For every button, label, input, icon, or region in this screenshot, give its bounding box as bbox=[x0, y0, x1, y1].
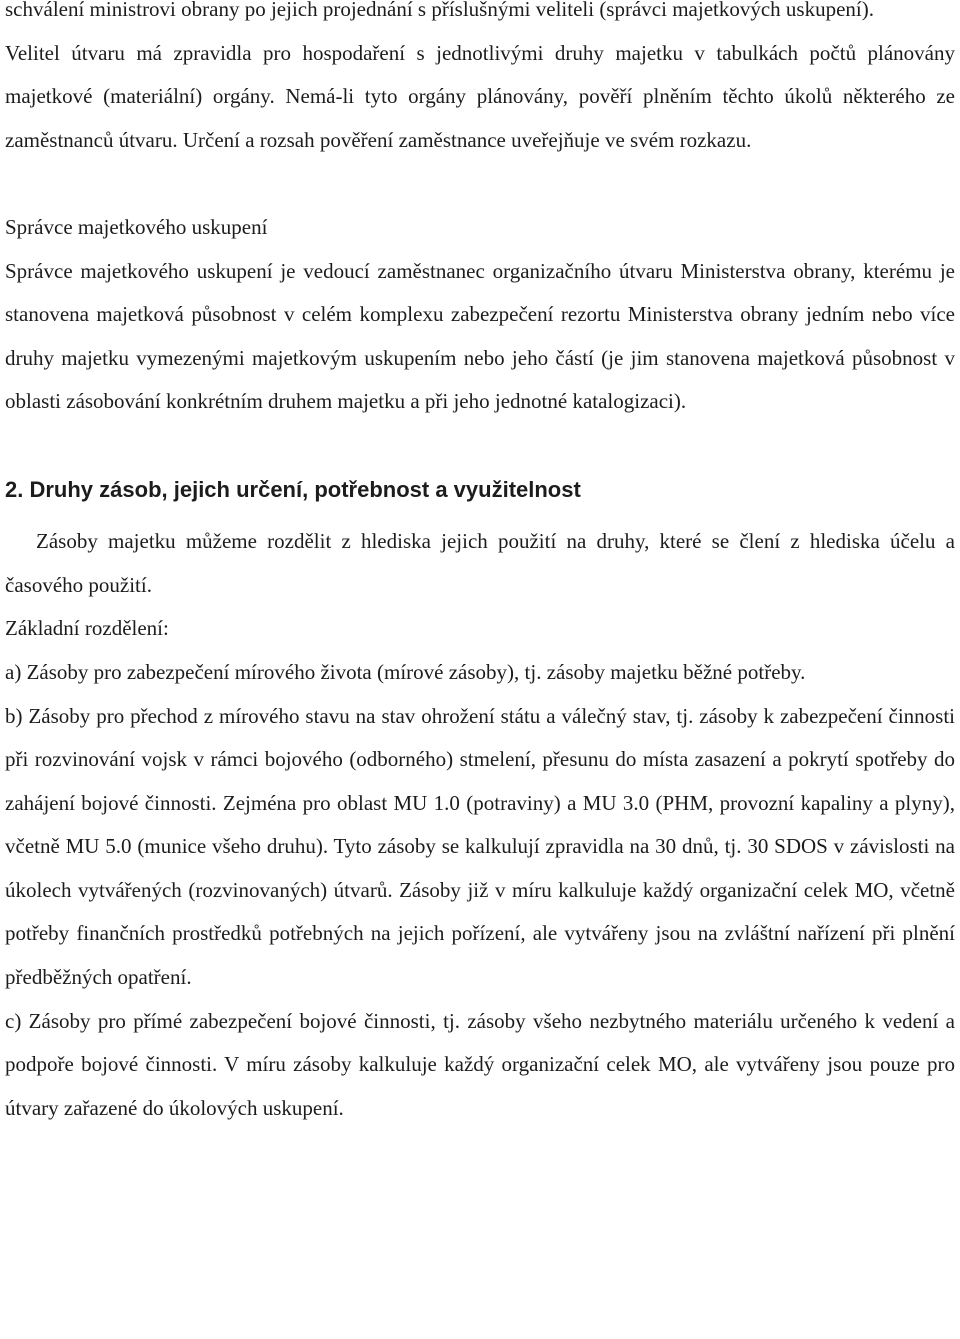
paragraph-zasoby: Zásoby majetku můžeme rozdělit z hlediska jejich použití na druhy, které se člení z hlediska účelu a časového použití. bbox=[5, 529, 955, 597]
spacer bbox=[5, 424, 955, 468]
paragraph-intro-end: schválení ministrovi obrany po jejich projednání s příslušnými veliteli (správci majetkových uskupení). bbox=[5, 0, 874, 21]
list-item-a: a) Zásoby pro zabezpečení mírového života (mírové zásoby), tj. zásoby majetku běžné potřeby. bbox=[5, 659, 806, 684]
list-item-b: b) Zásoby pro přechod z mírového stavu na stav ohrožení státu a válečný stav, tj. zásoby k zabezpečení činnosti při rozvinování vojsk v rámci bojového (odborného) stmelení, přesunu do místa zasazení a pokrytí spotřeby do zahájení bojové činnosti. Zejména pro oblast MU 1.0 (potraviny) a MU 3.0 (PHM, provozní kapaliny a plyny), včetně MU 5.0 (munice všeho druhu). Tyto zásoby se kalkulují zpravidla na 30 dnů, tj. 30 SDOS v závislosti na úkolech vytvářených (rozvinovaných) útvarů. Zásoby již v míru kalkuluje každý organizační celek MO, včetně potřeby finančních prostředků potřebných na jejich pořízení, ale vytvářeny jsou na zvláštní nařízení při plnění předběžných opatření. bbox=[5, 703, 955, 990]
subheading-spravce: Správce majetkového uskupení bbox=[5, 214, 268, 239]
section-heading bbox=[5, 468, 955, 521]
paragraph-zakladni: Základní rozdělení: bbox=[5, 616, 169, 641]
spacer bbox=[5, 162, 955, 206]
section-title: Druhy zásob, jejich určení, potřebnost a využitelnost bbox=[29, 476, 581, 502]
document-page bbox=[5, 0, 955, 1130]
list-item-c: c) Zásoby pro přímé zabezpečení bojové činnosti, tj. zásoby všeho nezbytného materiálu určeného k vedení a podpoře bojové činnosti. V míru zásoby kalkuluje každý organizační celek MO, ale vytvářeny jsou pouze pro útvary zařazené do úkolových uskupení. bbox=[5, 1008, 955, 1120]
paragraph-spravce: Správce majetkového uskupení je vedoucí zaměstnanec organizačního útvaru Ministerstva obrany, kterému je stanovena majetková působnost v celém komplexu zabezpečení rezortu Ministerstva obrany jedním nebo více druhy majetku vymezenými majetkovým uskupením nebo jeho částí (je jim stanovena majetková působnost v oblasti zásobování konkrétním druhem majetku a při jeho jednotné katalogizaci). bbox=[5, 258, 955, 414]
paragraph-velitel: Velitel útvaru má zpravidla pro hospodaření s jednotlivými druhy majetku v tabulkách počtů plánovány majetkové (materiální) orgány. Nemá-li tyto orgány plánovány, pověří plněním těchto úkolů některého ze zaměstnanců útvaru. Určení a rozsah pověření zaměstnance uveřejňuje ve svém rozkazu. bbox=[5, 40, 955, 152]
section-number: 2. bbox=[5, 476, 24, 502]
